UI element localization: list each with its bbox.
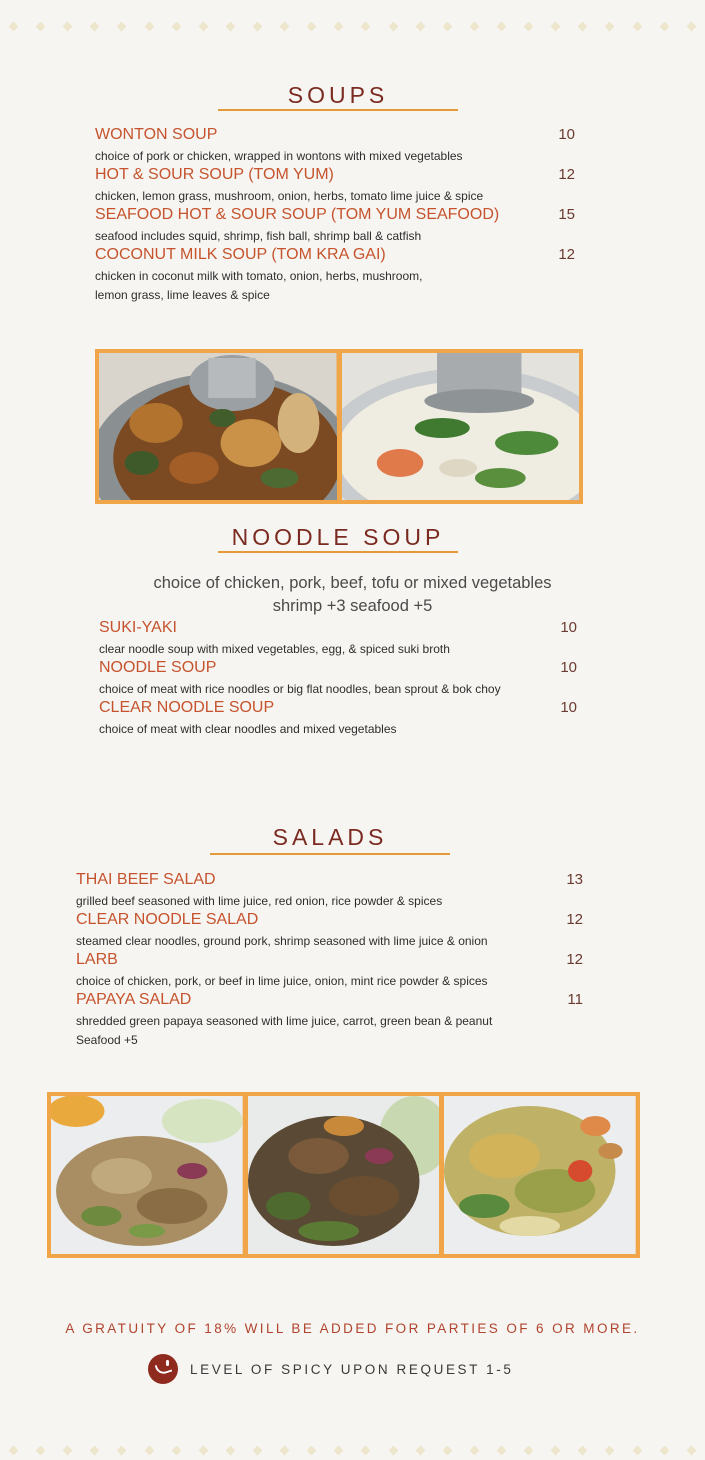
item-price: 12 [558, 246, 575, 263]
noodle-soup-title-underline [218, 551, 458, 553]
item-price: 10 [560, 699, 577, 716]
soups-title-underline [218, 109, 458, 111]
item-name: THAI BEEF SALAD [76, 871, 216, 888]
item-price: 12 [566, 951, 583, 968]
item-description-line: lemon grass, lime leaves & spice [95, 288, 270, 302]
item-price: 13 [566, 871, 583, 888]
top-diamond-border [0, 16, 705, 36]
intro-line: choice of chicken, pork, beef, tofu or mixed vegetables [153, 574, 552, 592]
item-price: 10 [560, 619, 577, 636]
salad-photo-strip [47, 1092, 640, 1258]
item-name: NOODLE SOUP [99, 659, 217, 676]
item-name: PAPAYA SALAD [76, 991, 192, 1008]
item-price: 11 [567, 991, 583, 1008]
item-price: 12 [566, 911, 583, 928]
thai-beef-salad-photo [248, 1096, 440, 1254]
spicy-level-text: LEVEL OF SPICY UPON REQUEST 1-5 [190, 1361, 514, 1377]
item-price: 15 [558, 206, 575, 223]
item-name: WONTON SOUP [95, 126, 218, 143]
bottom-diamond-border [0, 1440, 705, 1460]
salads-title-underline [210, 853, 450, 855]
item-description: seafood includes squid, shrimp, fish ball, shrimp ball & catfish [95, 229, 422, 243]
item-name: SUKI-YAKI [99, 619, 177, 636]
gratuity-note: A GRATUITY OF 18% WILL BE ADDED FOR PARTIES OF 6 OR MORE. [65, 1321, 640, 1336]
item-description: chicken, lemon grass, mushroom, onion, herbs, tomato lime juice & spice [95, 189, 484, 203]
item-description: choice of meat with rice noodles or big flat noodles, bean sprout & bok choy [99, 682, 501, 696]
soup-photo-strip [95, 349, 583, 504]
larb-photo [51, 1096, 243, 1254]
item-description: clear noodle soup with mixed vegetables, egg, & spiced suki broth [99, 642, 450, 656]
item-name: SEAFOOD HOT & SOUR SOUP (TOM YUM SEAFOOD) [95, 206, 500, 223]
item-price: 12 [558, 166, 575, 183]
spicy-level-note [148, 1354, 513, 1384]
chili-pepper-icon [148, 1354, 178, 1384]
salads-title: SALADS [272, 824, 388, 850]
item-description: choice of meat with clear noodles and mixed vegetables [99, 722, 397, 736]
papaya-salad-photo [444, 1096, 636, 1254]
item-name: HOT & SOUR SOUP (TOM YUM) [95, 166, 334, 183]
noodle-soup-title: NOODLE SOUP [231, 524, 445, 550]
item-price: 10 [560, 659, 577, 676]
item-description [95, 267, 422, 305]
item-name: CLEAR NOODLE SOUP [99, 699, 275, 716]
item-description [76, 1012, 492, 1050]
item-name: CLEAR NOODLE SALAD [76, 911, 259, 928]
item-description-line: chicken in coconut milk with tomato, onion, herbs, mushroom, [95, 269, 423, 283]
item-description: choice of pork or chicken, wrapped in wontons with mixed vegetables [95, 149, 463, 163]
item-price: 10 [558, 126, 575, 143]
tom-yum-photo [99, 353, 337, 500]
item-name: COCONUT MILK SOUP (TOM KRA GAI) [95, 246, 386, 263]
item-name: LARB [76, 951, 118, 968]
item-description-line: Seafood +5 [76, 1033, 138, 1047]
intro-line: shrimp +3 seafood +5 [272, 597, 433, 615]
item-description-line: shredded green papaya seasoned with lime juice, carrot, green bean & peanut [76, 1014, 493, 1028]
item-description: steamed clear noodles, ground pork, shrimp seasoned with lime juice & onion [76, 934, 488, 948]
item-description: grilled beef seasoned with lime juice, red onion, rice powder & spices [76, 894, 443, 908]
soups-title: SOUPS [287, 82, 389, 108]
noodle-soup-intro [0, 572, 705, 618]
tom-kha-photo [342, 353, 580, 500]
item-description: choice of chicken, pork, or beef in lime juice, onion, mint rice powder & spices [76, 974, 488, 988]
